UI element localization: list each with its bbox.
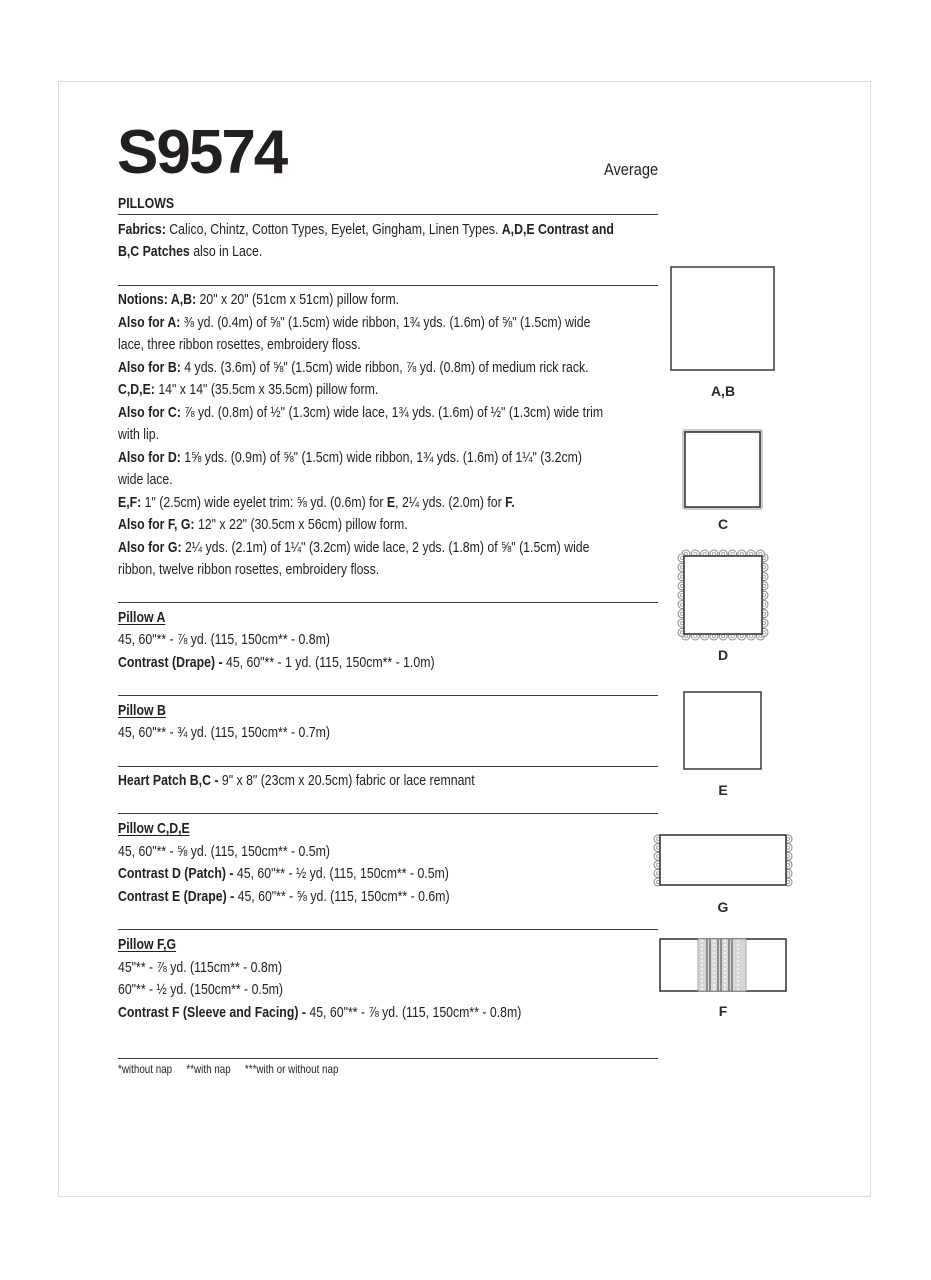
section-heading-pillow-cde: Pillow C,D,E [118, 820, 190, 837]
section-heading-pillow-b: Pillow B [118, 702, 166, 719]
notion-text: 1⅝ yds. (0.9m) of ⅝" (1.5cm) wide ribbon, 1¾ yds. (1.6m) of 1¼" (3.2cm) [180, 448, 582, 466]
notion-text: , 2¼ yds. (2.0m) for [395, 493, 506, 511]
notion-label: Also for A: [118, 313, 181, 331]
divider [118, 1058, 658, 1059]
yardage-label: Contrast F (Sleeve and Facing) - [118, 1003, 306, 1021]
notion-label: Also for D: [118, 448, 181, 466]
view-label-g: G [717, 899, 729, 915]
yardage-text: 45, 60"** - 1 yd. (115, 150cm** - 1.0m) [222, 653, 435, 671]
yardage-label: Heart Patch B,C - [118, 772, 219, 789]
divider [118, 214, 658, 215]
notion-label: C,D,E: [118, 381, 155, 398]
notion-label: Also for G: [118, 538, 182, 556]
notion-line [118, 514, 659, 537]
view-g-illustration [653, 834, 793, 888]
view-f-illustration [659, 938, 789, 994]
notion-line-cont: ribbon, twelve ribbon rosettes, embroidery floss. [118, 561, 380, 578]
notion-label: Also for C: [118, 403, 181, 421]
notion-label: Notions: A,B: [118, 291, 197, 308]
notion-line [118, 312, 659, 335]
view-label-ab: A,B [710, 383, 736, 399]
divider [118, 602, 658, 603]
notion-text: 1" (2.5cm) wide eyelet trim: ⅝ yd. (0.6m) for [141, 493, 387, 511]
divider [118, 929, 658, 930]
view-label-d: D [717, 647, 729, 663]
heart-patch-line [118, 770, 659, 793]
pillow-outline [685, 432, 760, 507]
notion-line-cont: with lip. [118, 426, 160, 443]
pillow-outline [684, 556, 762, 634]
eyelet-sleeve-band [698, 939, 746, 991]
view-label-e: E [718, 782, 728, 798]
yardage-line: 60"** - ½ yd. (150cm** - 0.5m) [118, 981, 284, 998]
notion-bold: F. [505, 493, 515, 511]
divider [118, 695, 658, 696]
difficulty-level: Average [604, 160, 659, 179]
notion-line-cont: wide lace. [118, 471, 173, 488]
notion-line [118, 402, 659, 425]
notion-line [118, 357, 659, 380]
notion-label: E,F: [118, 493, 142, 511]
pillow-outline [660, 835, 786, 885]
footnotes [118, 1062, 350, 1076]
footnote: **with nap [186, 1062, 231, 1076]
divider [118, 813, 658, 814]
yardage-text: 45, 60"** - ½ yd. (115, 150cm** - 0.5m) [233, 865, 449, 882]
notion-label: Also for F, G: [118, 516, 195, 533]
pillow-outline [671, 267, 774, 370]
section-heading-pillow-a: Pillow A [118, 609, 166, 626]
notion-bold: E [386, 493, 396, 511]
fabrics-bold-tail: A,D,E Contrast and [501, 221, 614, 238]
yardage-text: 45, 60"** - ⅞ yd. (115, 150cm** - 0.8m) [305, 1003, 522, 1021]
notion-line [118, 447, 659, 470]
pillow-outline [684, 692, 761, 769]
yardage-text: 9" x 8" (23cm x 20.5cm) fabric or lace remnant [218, 772, 475, 789]
yardage-line [118, 863, 659, 886]
yardage-label: Contrast E (Drape) - [118, 887, 235, 905]
view-c-illustration [682, 429, 764, 511]
divider [118, 766, 658, 767]
notion-line [118, 379, 659, 402]
yardage-line: 45, 60"** - ⅝ yd. (115, 150cm** - 0.5m) [118, 842, 330, 860]
view-label-c: C [717, 516, 729, 532]
notion-text: 14" x 14" (35.5cm x 35.5cm) pillow form. [154, 381, 379, 398]
pattern-number: S9574 [117, 118, 287, 187]
notion-text: 20" x 20" (51cm x 51cm) pillow form. [196, 291, 399, 308]
yardage-line [118, 886, 659, 909]
footnote: ***with or without nap [244, 1062, 339, 1076]
view-label-f: F [718, 1003, 728, 1019]
notion-text: 12" x 22" (30.5cm x 56cm) pillow form. [194, 516, 408, 533]
divider [118, 285, 658, 286]
view-d-illustration [677, 549, 769, 641]
notion-text: ⅜ yd. (0.4m) of ⅝" (1.5cm) wide ribbon, 1¾ yds. (1.6m) of ⅝" (1.5cm) wide [180, 313, 591, 331]
notion-line [118, 537, 659, 560]
yardage-label: Contrast (Drape) - [118, 653, 223, 671]
yardage-line [118, 1002, 659, 1025]
notion-line [118, 289, 659, 312]
section-heading-pillow-fg: Pillow F,G [118, 936, 177, 953]
notion-text: 4 yds. (3.6m) of ⅝" (1.5cm) wide ribbon, ⅞ yd. (0.8m) of medium rick rack. [180, 358, 589, 376]
view-e-illustration [683, 691, 763, 771]
yardage-line: 45, 60"** - ¾ yd. (115, 150cm** - 0.7m) [118, 724, 330, 741]
yardage-label: Contrast D (Patch) - [118, 865, 234, 882]
notion-text: ⅞ yd. (0.8m) of ½" (1.3cm) wide lace, 1¾ yds. (1.6m) of ½" (1.3cm) wide trim [180, 403, 604, 421]
notion-line-cont: lace, three ribbon rosettes, embroidery floss. [118, 336, 361, 353]
yardage-line [118, 652, 659, 675]
yardage-line: 45"** - ⅞ yd. (115cm** - 0.8m) [118, 958, 283, 976]
category-title: PILLOWS [118, 195, 175, 212]
fabrics-text: Calico, Chintz, Cotton Types, Eyelet, Gingham, Linen Types. [165, 221, 502, 238]
notion-label: Also for B: [118, 358, 181, 376]
fabrics-line-2 [118, 241, 659, 264]
notion-text: 2¼ yds. (2.1m) of 1¼" (3.2cm) wide lace, 2 yds. (1.8m) of ⅝" (1.5cm) wide [181, 538, 590, 556]
fabrics-tail: also in Lace. [189, 243, 263, 260]
view-ab-illustration [670, 266, 776, 372]
fabrics-patches: B,C Patches [118, 243, 190, 260]
yardage-text: 45, 60"** - ⅝ yd. (115, 150cm** - 0.6m) [234, 887, 450, 905]
notion-line [118, 492, 659, 515]
fabrics-label: Fabrics: [118, 221, 166, 238]
footnote: *without nap [118, 1062, 173, 1076]
fabrics-line-1 [118, 219, 659, 242]
yardage-line: 45, 60"** - ⅞ yd. (115, 150cm** - 0.8m) [118, 631, 330, 648]
